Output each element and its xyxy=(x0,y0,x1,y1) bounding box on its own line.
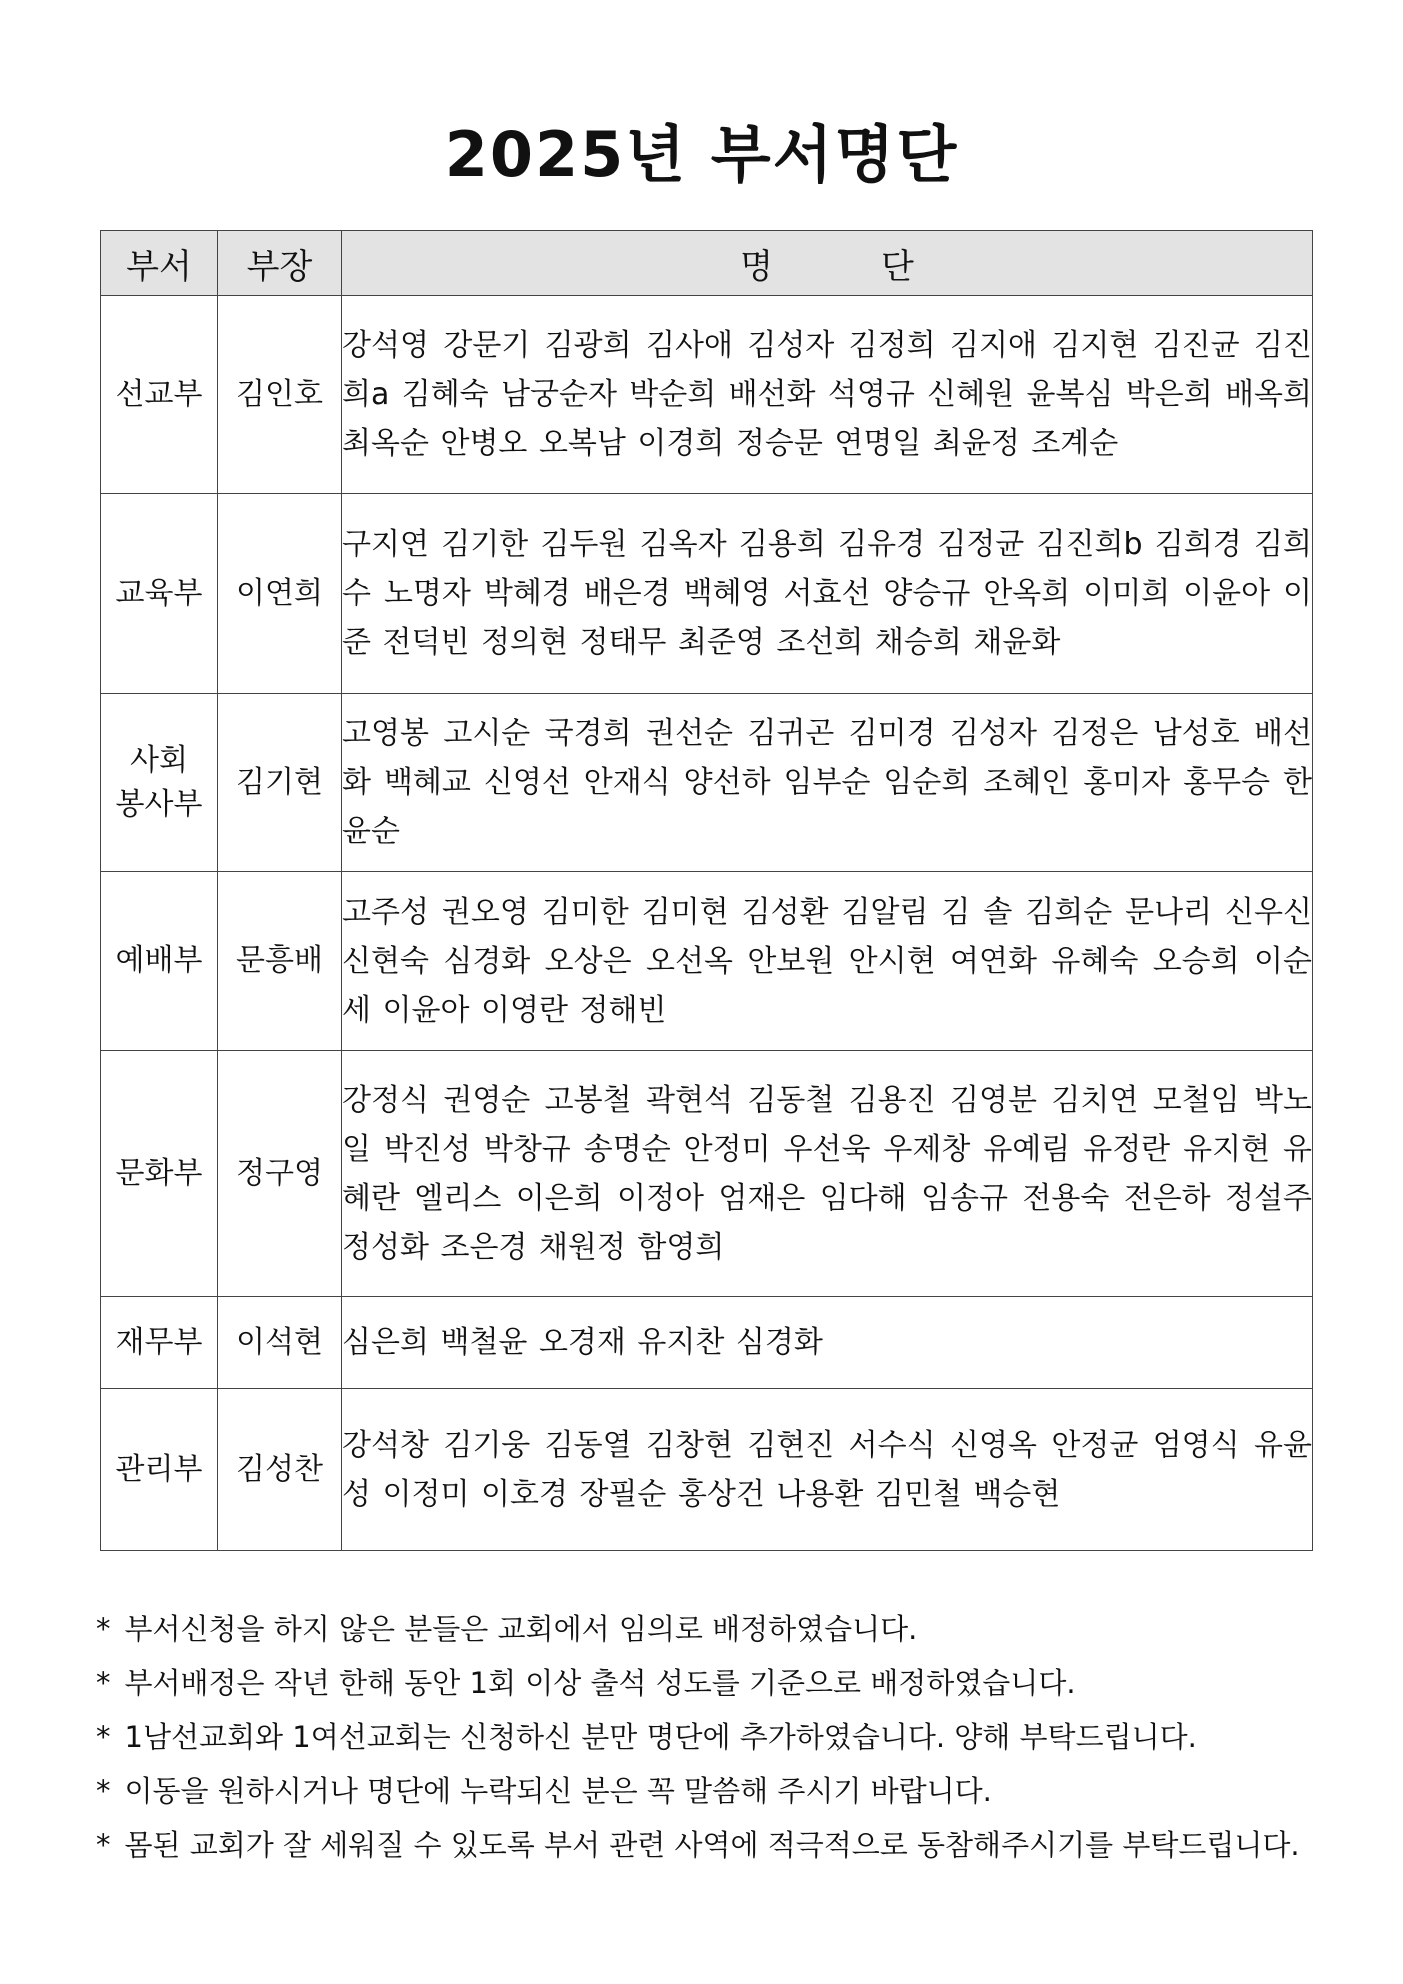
head-cell: 이석현 xyxy=(218,1297,342,1389)
head-cell: 문흥배 xyxy=(218,872,342,1051)
header-names-label: 명 단 xyxy=(740,246,914,287)
names-cell: 강석영 강문기 김광희 김사애 김성자 김정희 김지애 김지현 김진균 김진희a 김혜숙 남궁순자 박순희 배선화 석영규 신혜원 윤복심 박은희 배옥희 최옥순 안병오 오복남 이경희 정승문 연명일 최윤정 조계순 xyxy=(342,296,1313,494)
table-row xyxy=(101,296,1313,494)
dept-cell: 문화부 xyxy=(101,1051,218,1297)
note-item xyxy=(96,1818,1326,1872)
names-cell: 고영봉 고시순 국경희 권선순 김귀곤 김미경 김성자 김정은 남성호 배선화 백혜교 신영선 안재식 양선하 임부순 임순희 조혜인 홍미자 홍무승 한윤순 xyxy=(342,694,1313,872)
note-text: 몸된 교회가 잘 세워질 수 있도록 부서 관련 사역에 적극적으로 동참해주시기를 부탁드립니다. xyxy=(124,1828,1300,1862)
table-row xyxy=(101,694,1313,872)
table-row xyxy=(101,1297,1313,1389)
names-cell: 구지연 김기한 김두원 김옥자 김용희 김유경 김정균 김진희b 김희경 김희수 노명자 박혜경 배은경 백혜영 서효선 양승규 안옥희 이미희 이윤아 이 준 전덕빈 정의현 정태무 최준영 조선희 채승희 채윤화 xyxy=(342,494,1313,694)
department-roster-table xyxy=(100,230,1313,1551)
table-row xyxy=(101,494,1313,694)
header-head: 부장 xyxy=(218,231,342,296)
dept-cell-line2: 봉사부 xyxy=(115,786,203,822)
note-bullet: * xyxy=(96,1828,111,1862)
table-header-row xyxy=(101,231,1313,296)
header-dept: 부서 xyxy=(101,231,218,296)
head-cell: 이연희 xyxy=(218,494,342,694)
table-row xyxy=(101,872,1313,1051)
head-cell: 정구영 xyxy=(218,1051,342,1297)
head-cell: 김인호 xyxy=(218,296,342,494)
page-title: 2025년 부서명단 xyxy=(444,118,959,191)
table-row xyxy=(101,1389,1313,1551)
head-cell: 김성찬 xyxy=(218,1389,342,1551)
note-text: 부서배정은 작년 한해 동안 1회 이상 출석 성도를 기준으로 배정하였습니다. xyxy=(124,1666,1076,1700)
names-cell: 강정식 권영순 고봉철 곽현석 김동철 김용진 김영분 김치연 모철임 박노일 박진성 박창규 송명순 안정미 우선욱 우제창 유예림 유정란 유지현 유혜란 엘리스 이은희 이정아 엄재은 임다해 임송규 전용숙 전은하 정설주 정성화 조은경 채원정 함영희 xyxy=(342,1051,1313,1297)
dept-cell: 예배부 xyxy=(101,872,218,1051)
notes-list xyxy=(96,1602,1326,1872)
dept-cell: 재무부 xyxy=(101,1297,218,1389)
names-cell: 심은희 백철윤 오경재 유지찬 심경화 xyxy=(342,1297,1313,1389)
note-item xyxy=(96,1656,1326,1710)
names-cell: 고주성 권오영 김미한 김미현 김성환 김알림 김 솔 김희순 문나리 신우신 신현숙 심경화 오상은 오선옥 안보원 안시현 여연화 유혜숙 오승희 이순세 이윤아 이영란 정해빈 xyxy=(342,872,1313,1051)
dept-cell: 교육부 xyxy=(101,494,218,694)
note-bullet: * xyxy=(96,1612,111,1646)
note-text: 이동을 원하시거나 명단에 누락되신 분은 꼭 말씀해 주시기 바랍니다. xyxy=(124,1774,992,1808)
note-text: 1남선교회와 1여선교회는 신청하신 분만 명단에 추가하였습니다. 양해 부탁드립니다. xyxy=(124,1720,1197,1754)
header-names xyxy=(342,231,1313,296)
note-item xyxy=(96,1710,1326,1764)
note-bullet: * xyxy=(96,1720,111,1754)
names-cell: 강석창 김기웅 김동열 김창현 김현진 서수식 신영옥 안정균 엄영식 유윤성 이정미 이호경 장필순 홍상건 나용환 김민철 백승현 xyxy=(342,1389,1313,1551)
dept-cell-line1: 사회 xyxy=(130,742,188,778)
head-cell: 김기현 xyxy=(218,694,342,872)
note-item xyxy=(96,1602,1326,1656)
dept-cell xyxy=(101,694,218,872)
table-row xyxy=(101,1051,1313,1297)
dept-cell: 선교부 xyxy=(101,296,218,494)
note-text: 부서신청을 하지 않은 분들은 교회에서 임의로 배정하였습니다. xyxy=(124,1612,918,1646)
note-bullet: * xyxy=(96,1666,111,1700)
dept-cell: 관리부 xyxy=(101,1389,218,1551)
note-bullet: * xyxy=(96,1774,111,1808)
note-item xyxy=(96,1764,1326,1818)
